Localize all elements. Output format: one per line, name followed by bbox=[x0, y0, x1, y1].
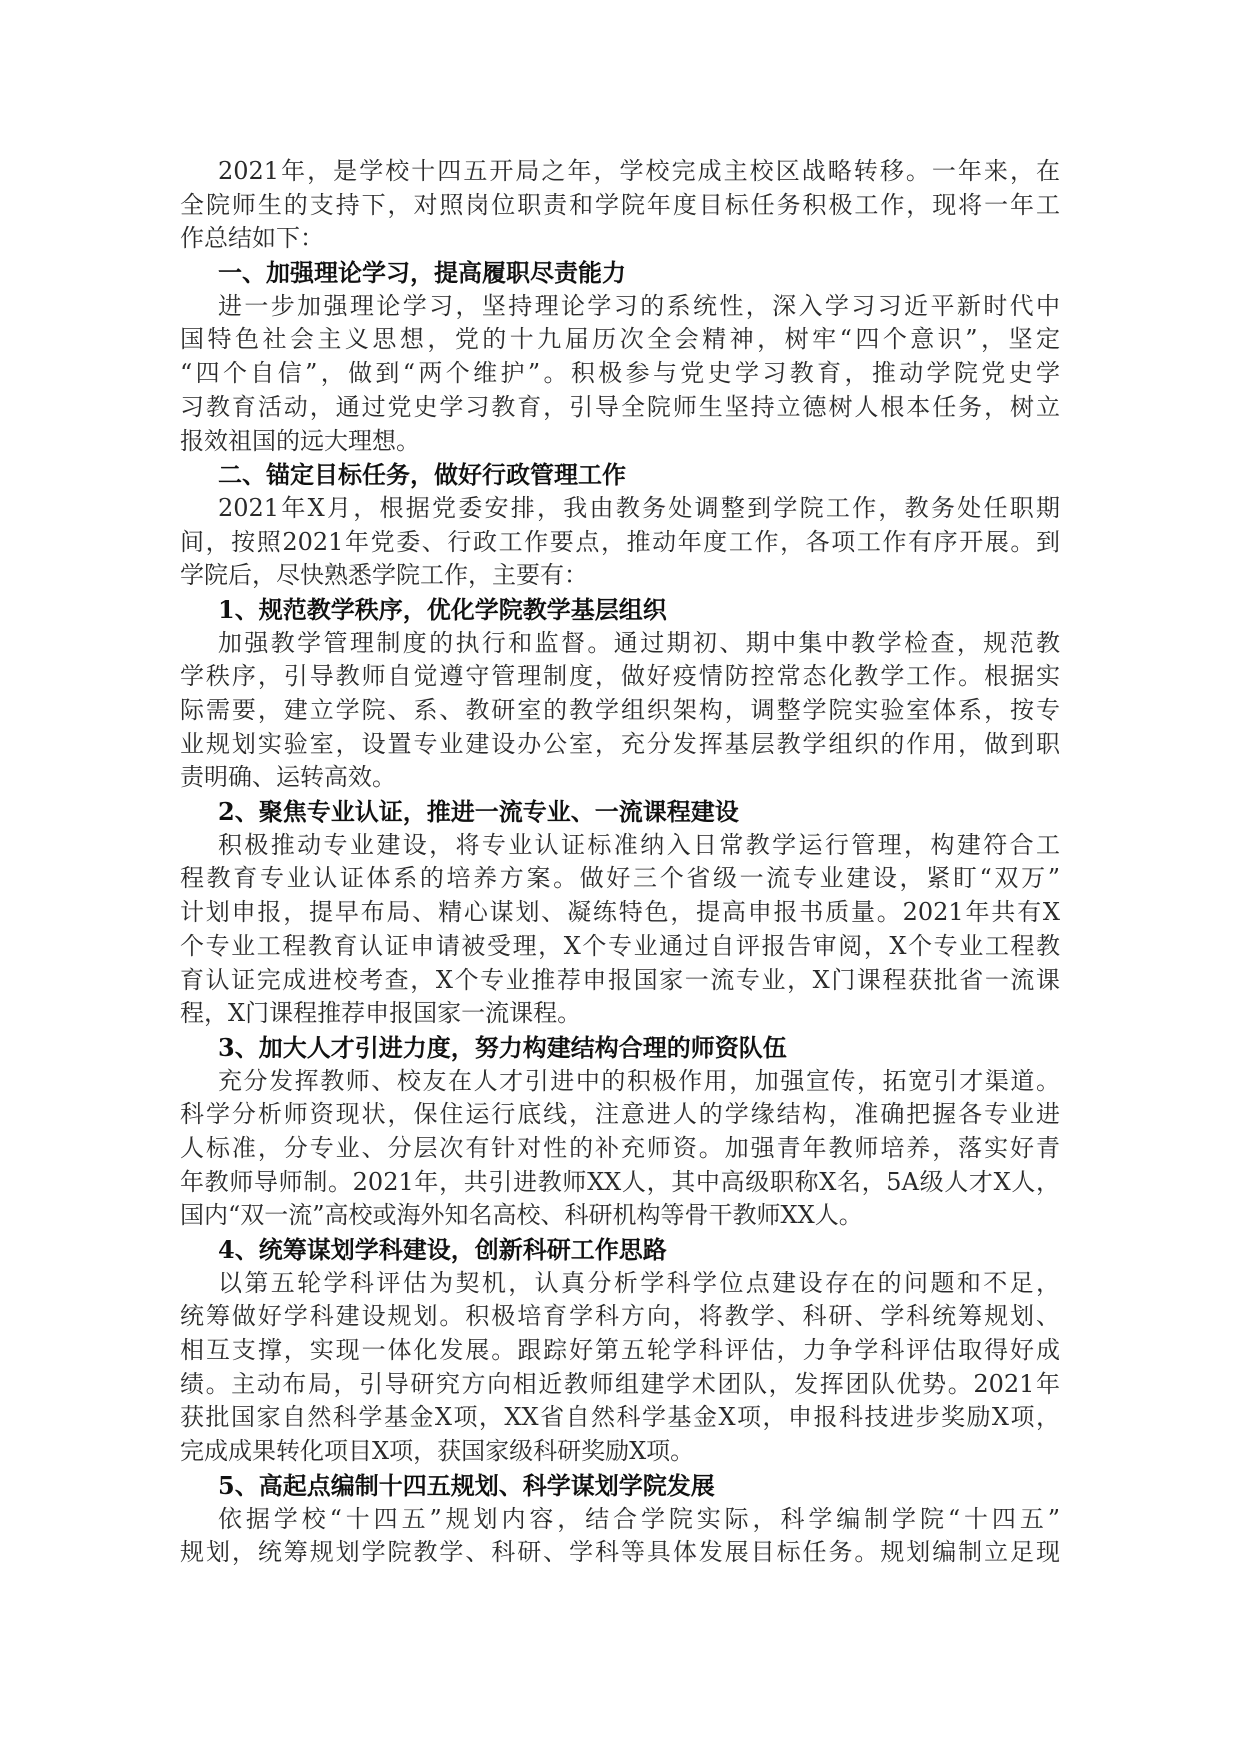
text-line: 个专业工程教育认证申请被受理，X个专业通过自评报告审阅，X个专业工程教 bbox=[180, 931, 1060, 960]
body-paragraph bbox=[180, 155, 1060, 256]
text-line: 学秩序，引导教师自觉遵守管理制度，做好疫情防控常态化教学工作。根据实 bbox=[180, 662, 1060, 691]
text-line: 加强教学管理制度的执行和监督。通过期初、期中集中教学检查，规范教 bbox=[218, 628, 1060, 657]
section-heading bbox=[180, 256, 1060, 290]
text-line: 完成成果转化项目X项，获国家级科研奖励X项。 bbox=[180, 1437, 695, 1466]
text-line: 以第五轮学科评估为契机，认真分析学科学位点建设存在的问题和不足， bbox=[218, 1268, 1060, 1297]
body-paragraph bbox=[180, 1065, 1060, 1233]
text-line: 进一步加强理论学习，坚持理论学习的系统性，深入学习习近平新时代中 bbox=[218, 291, 1060, 320]
text-line: 3、加大人才引进力度，努力构建结构合理的师资队伍 bbox=[218, 1032, 787, 1062]
text-line: 报效祖国的远大理想。 bbox=[180, 426, 420, 455]
body-paragraph bbox=[180, 1503, 1060, 1570]
text-line: 际需要，建立学院、系、教研室的教学组织架构，调整学院实验室体系，按专 bbox=[180, 696, 1060, 724]
text-line: 4、统筹谋划学科建设，创新科研工作思路 bbox=[218, 1235, 667, 1264]
body-paragraph bbox=[180, 492, 1060, 593]
text-line: 作总结如下： bbox=[180, 224, 324, 253]
body-paragraph bbox=[180, 627, 1060, 795]
document-page bbox=[180, 155, 1060, 1570]
text-line: 积极推动专业建设，将专业认证标准纳入日常教学运行管理，构建符合工 bbox=[218, 830, 1060, 859]
text-line: 2021年，是学校十四五开局之年，学校完成主校区战略转移。一年来，在 bbox=[218, 157, 1060, 185]
text-line: 获批国家自然科学基金X项，XX省自然科学基金X项，申报科技进步奖励X项， bbox=[180, 1403, 1060, 1432]
text-line: “四个自信”，做到“两个维护”。积极参与党史学习教育，推动学院党史学 bbox=[180, 359, 1060, 388]
text-line: 计划申报，提早布局、精心谋划、凝练特色，提高申报书质量。2021年共有X bbox=[180, 898, 1060, 927]
text-line: 育认证完成进校考查，X个专业推荐申报国家一流专业，X门课程获批省一流课 bbox=[180, 965, 1060, 994]
text-line: 2021年X月，根据党委安排，我由教务处调整到学院工作，教务处任职期 bbox=[218, 493, 1060, 522]
text-line: 间，按照2021年党委、行政工作要点，推动年度工作，各项工作有序开展。到 bbox=[180, 527, 1060, 556]
text-line: 一、加强理论学习，提高履职尽责能力 bbox=[218, 258, 626, 288]
text-line: 业规划实验室，设置专业建设办公室，充分发挥基层教学组织的作用，做到职 bbox=[180, 729, 1060, 758]
text-line: 国内“双一流”高校或海外知名高校、科研机构等骨干教师XX人。 bbox=[180, 1201, 863, 1230]
text-line: 习教育活动，通过党史学习教育，引导全院师生坚持立德树人根本任务，树立 bbox=[180, 392, 1060, 421]
text-line: 充分发挥教师、校友在人才引进中的积极作用，加强宣传，拓宽引才渠道。 bbox=[218, 1066, 1060, 1095]
text-line: 程教育专业认证体系的培养方案。做好三个省级一流专业建设，紧盯“双万” bbox=[180, 864, 1060, 893]
text-line: 国特色社会主义思想，党的十九届历次全会精神，树牢“四个意识”，坚定 bbox=[180, 325, 1060, 354]
text-line: 年教师导师制。2021年，共引进教师XX人，其中高级职称X名，5A级人才X人， bbox=[180, 1167, 1060, 1196]
text-line: 责明确、运转高效。 bbox=[180, 763, 396, 792]
text-line: 二、锚定目标任务，做好行政管理工作 bbox=[218, 460, 626, 490]
section-heading bbox=[180, 1031, 1060, 1065]
text-line: 依据学校“十四五”规划内容，结合学院实际，科学编制学院“十四五” bbox=[218, 1504, 1060, 1533]
section-heading bbox=[180, 458, 1060, 492]
text-line: 规划，统筹规划学院教学、科研、学科等具体发展目标任务。规划编制立足现 bbox=[180, 1538, 1060, 1567]
text-line: 2、聚焦专业认证，推进一流专业、一流课程建设 bbox=[218, 797, 739, 827]
section-heading bbox=[180, 795, 1060, 829]
text-line: 绩。主动布局，引导研究方向相近教师组建学术团队，发挥团队优势。2021年 bbox=[180, 1369, 1060, 1398]
section-heading bbox=[180, 1233, 1060, 1267]
section-heading bbox=[180, 1469, 1060, 1503]
body-paragraph bbox=[180, 1267, 1060, 1469]
text-line: 5、高起点编制十四五规划、科学谋划学院发展 bbox=[218, 1470, 715, 1500]
text-line: 程，X门课程推荐申报国家一流课程。 bbox=[180, 999, 582, 1028]
text-line: 统筹做好学科建设规划。积极培育学科方向，将教学、科研、学科统筹规划、 bbox=[180, 1302, 1060, 1331]
text-line: 人标准，分专业、分层次有针对性的补充师资。加强青年教师培养，落实好青 bbox=[180, 1133, 1060, 1162]
body-paragraph bbox=[180, 290, 1060, 458]
text-line: 1、规范教学秩序，优化学院教学基层组织 bbox=[218, 594, 667, 624]
text-line: 学院后，尽快熟悉学院工作，主要有： bbox=[180, 561, 588, 590]
text-line: 全院师生的支持下，对照岗位职责和学院年度目标任务积极工作，现将一年工 bbox=[180, 190, 1060, 219]
body-paragraph bbox=[180, 829, 1060, 1031]
section-heading bbox=[180, 593, 1060, 627]
text-line: 相互支撑，实现一体化发展。跟踪好第五轮学科评估，力争学科评估取得好成 bbox=[180, 1336, 1060, 1365]
text-line: 科学分析师资现状，保住运行底线，注意进人的学缘结构，准确把握各专业进 bbox=[180, 1100, 1060, 1129]
